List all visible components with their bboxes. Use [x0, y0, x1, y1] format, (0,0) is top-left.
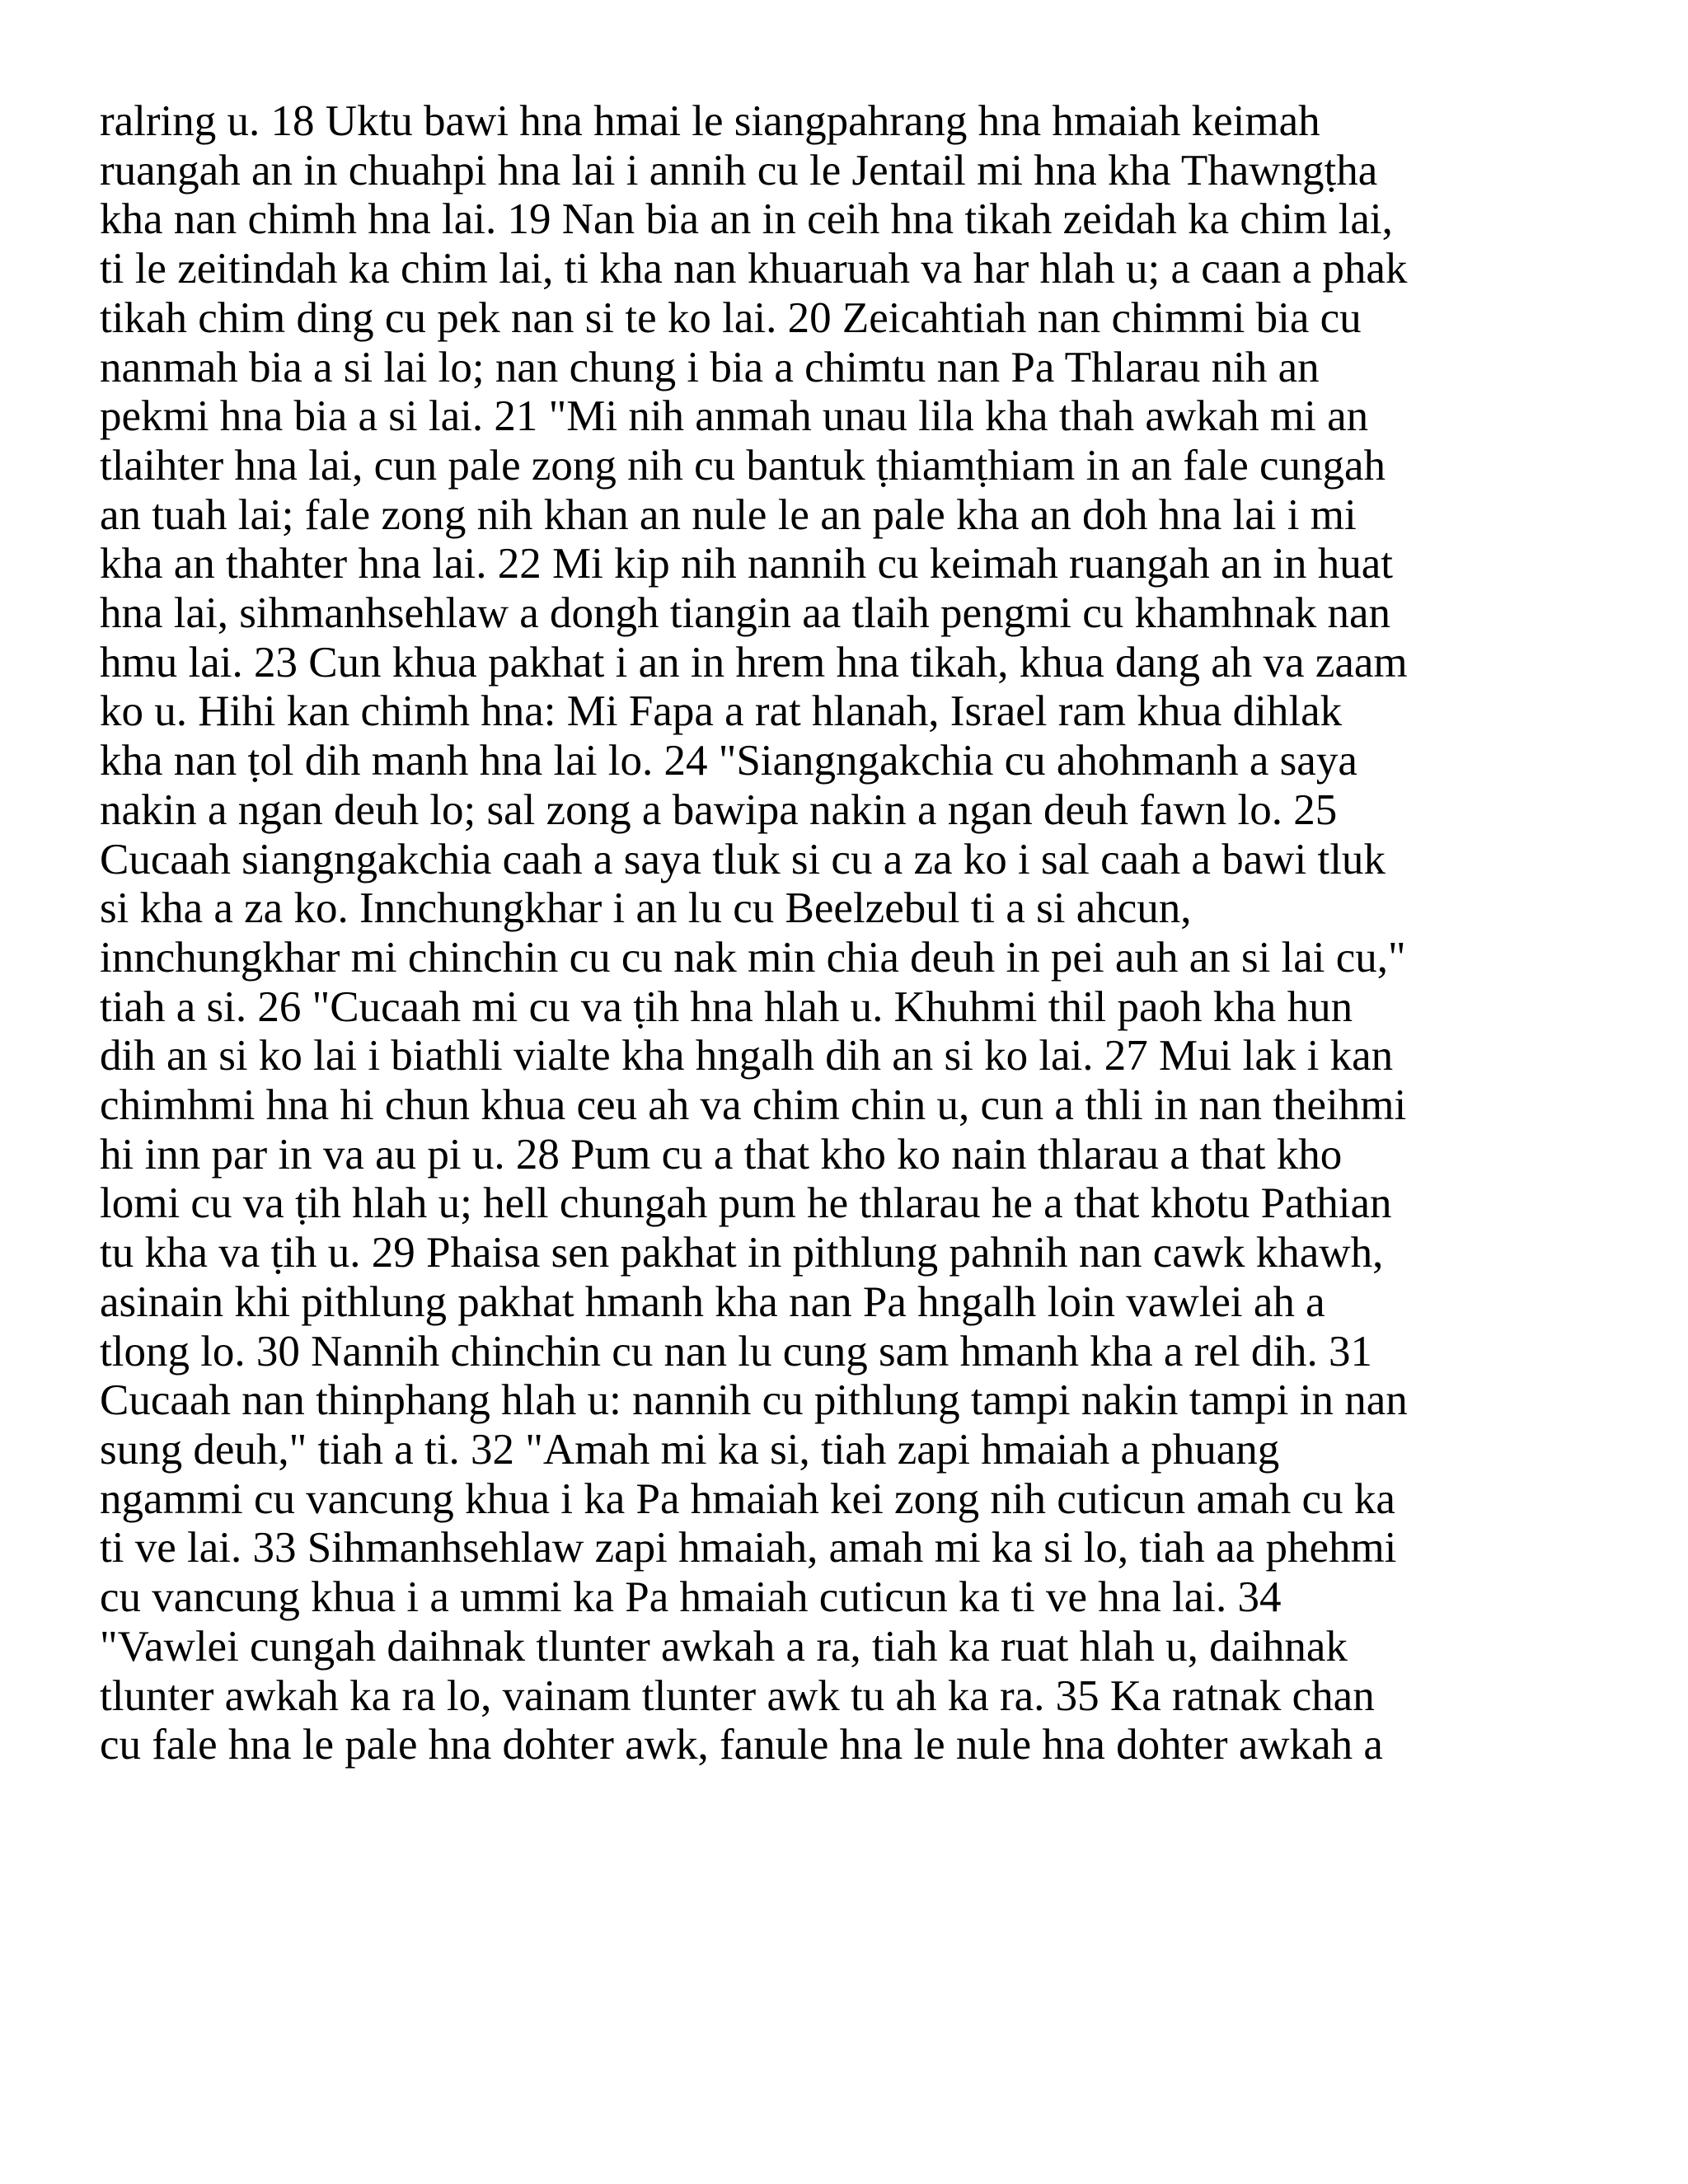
- text-line: ti le zeitindah ka chim lai, ti kha nan khuaruah va har hlah u; a caan a phak: [100, 245, 1408, 293]
- text-line: tlong lo. 30 Nannih chinchin cu nan lu cung sam hmanh kha a rel dih. 31: [100, 1327, 1373, 1376]
- text-line: hi inn par in va au pi u. 28 Pum cu a that kho ko nain thlarau a that kho: [100, 1130, 1343, 1179]
- text-line: kha nan ṭol dih manh hna lai lo. 24 "Siangngakchia cu ahohmanh a saya: [100, 737, 1357, 785]
- text-line: cu vancung khua i a ummi ka Pa hmaiah cuticun ka ti ve hna lai. 34: [100, 1573, 1282, 1622]
- text-line: tlunter awkah ka ra lo, vainam tlunter awk tu ah ka ra. 35 Ka ratnak chan: [100, 1671, 1375, 1720]
- text-line: ruangah an in chuahpi hna lai i annih cu le Jentail mi hna kha Thawngṭha: [100, 146, 1378, 194]
- text-line: tu kha va ṭih u. 29 Phaisa sen pakhat in pithlung pahnih nan cawk khawh,: [100, 1229, 1384, 1277]
- text-line: ngammi cu vancung khua i ka Pa hmaiah kei zong nih cuticun amah cu ka: [100, 1474, 1395, 1523]
- text-line: tikah chim ding cu pek nan si te ko lai. 20 Zeicahtiah nan chimmi bia cu: [100, 293, 1362, 342]
- text-line: asinain khi pithlung pakhat hmanh kha nan Pa hngalh loin vawlei ah a: [100, 1277, 1325, 1326]
- text-line: chimhmi hna hi chun khua ceu ah va chim chin u, cun a thli in nan theihmi: [100, 1081, 1407, 1130]
- text-line: Cucaah nan thinphang hlah u: nannih cu pithlung tampi nakin tampi in nan: [100, 1376, 1408, 1425]
- text-line: kha nan chimh hna lai. 19 Nan bia an in ceih hna tikah zeidah ka chim lai,: [100, 195, 1393, 244]
- text-line: si kha a za ko. Innchungkhar i an lu cu Beelzebul ti a si ahcun,: [100, 884, 1192, 933]
- text-line: sung deuh," tiah a ti. 32 "Amah mi ka si, tiah zapi hmaiah a phuang: [100, 1425, 1280, 1474]
- text-line: cu fale hna le pale hna dohter awk, fanule hna le nule hna dohter awkah a: [100, 1721, 1383, 1769]
- text-line: hna lai, sihmanhsehlaw a dongh tiangin aa tlaih pengmi cu khamhnak nan: [100, 589, 1391, 638]
- body-text: [100, 97, 1616, 1770]
- text-line: ti ve lai. 33 Sihmanhsehlaw zapi hmaiah, amah mi ka si lo, tiah aa phehmi: [100, 1524, 1397, 1572]
- text-line: ko u. Hihi kan chimh hna: Mi Fapa a rat hlanah, Israel ram khua dihlak: [100, 687, 1343, 736]
- text-line: "Vawlei cungah daihnak tlunter awkah a ra, tiah ka ruat hlah u, daihnak: [100, 1622, 1348, 1671]
- text-line: kha an thahter hna lai. 22 Mi kip nih nannih cu keimah ruangah an in huat: [100, 540, 1393, 588]
- text-line: Cucaah siangngakchia caah a saya tluk si cu a za ko i sal caah a bawi tluk: [100, 835, 1386, 883]
- text-line: tlaihter hna lai, cun pale zong nih cu bantuk ṭhiamṭhiam in an fale cungah: [100, 441, 1386, 490]
- text-line: innchungkhar mi chinchin cu cu nak min chia deuh in pei auh an si lai cu,": [100, 933, 1406, 982]
- text-line: dih an si ko lai i biathli vialte kha hngalh dih an si ko lai. 27 Mui lak i kan: [100, 1032, 1394, 1080]
- text-line: tiah a si. 26 "Cucaah mi cu va ṭih hna hlah u. Khuhmi thil paoh kha hun: [100, 982, 1353, 1031]
- text-line: ralring u. 18 Uktu bawi hna hmai le siangpahrang hna hmaiah keimah: [100, 97, 1320, 145]
- text-line: nanmah bia a si lai lo; nan chung i bia a chimtu nan Pa Thlarau nih an: [100, 343, 1320, 391]
- text-line: hmu lai. 23 Cun khua pakhat i an in hrem hna tikah, khua dang ah va zaam: [100, 638, 1408, 687]
- text-line: an tuah lai; fale zong nih khan an nule le an pale kha an doh hna lai i mi: [100, 490, 1357, 539]
- text-line: pekmi hna bia a si lai. 21 "Mi nih anmah unau lila kha thah awkah mi an: [100, 392, 1369, 441]
- text-line: lomi cu va ṭih hlah u; hell chungah pum he thlarau he a that khotu Pathian: [100, 1179, 1392, 1228]
- text-line: nakin a ngan deuh lo; sal zong a bawipa nakin a ngan deuh fawn lo. 25: [100, 785, 1338, 834]
